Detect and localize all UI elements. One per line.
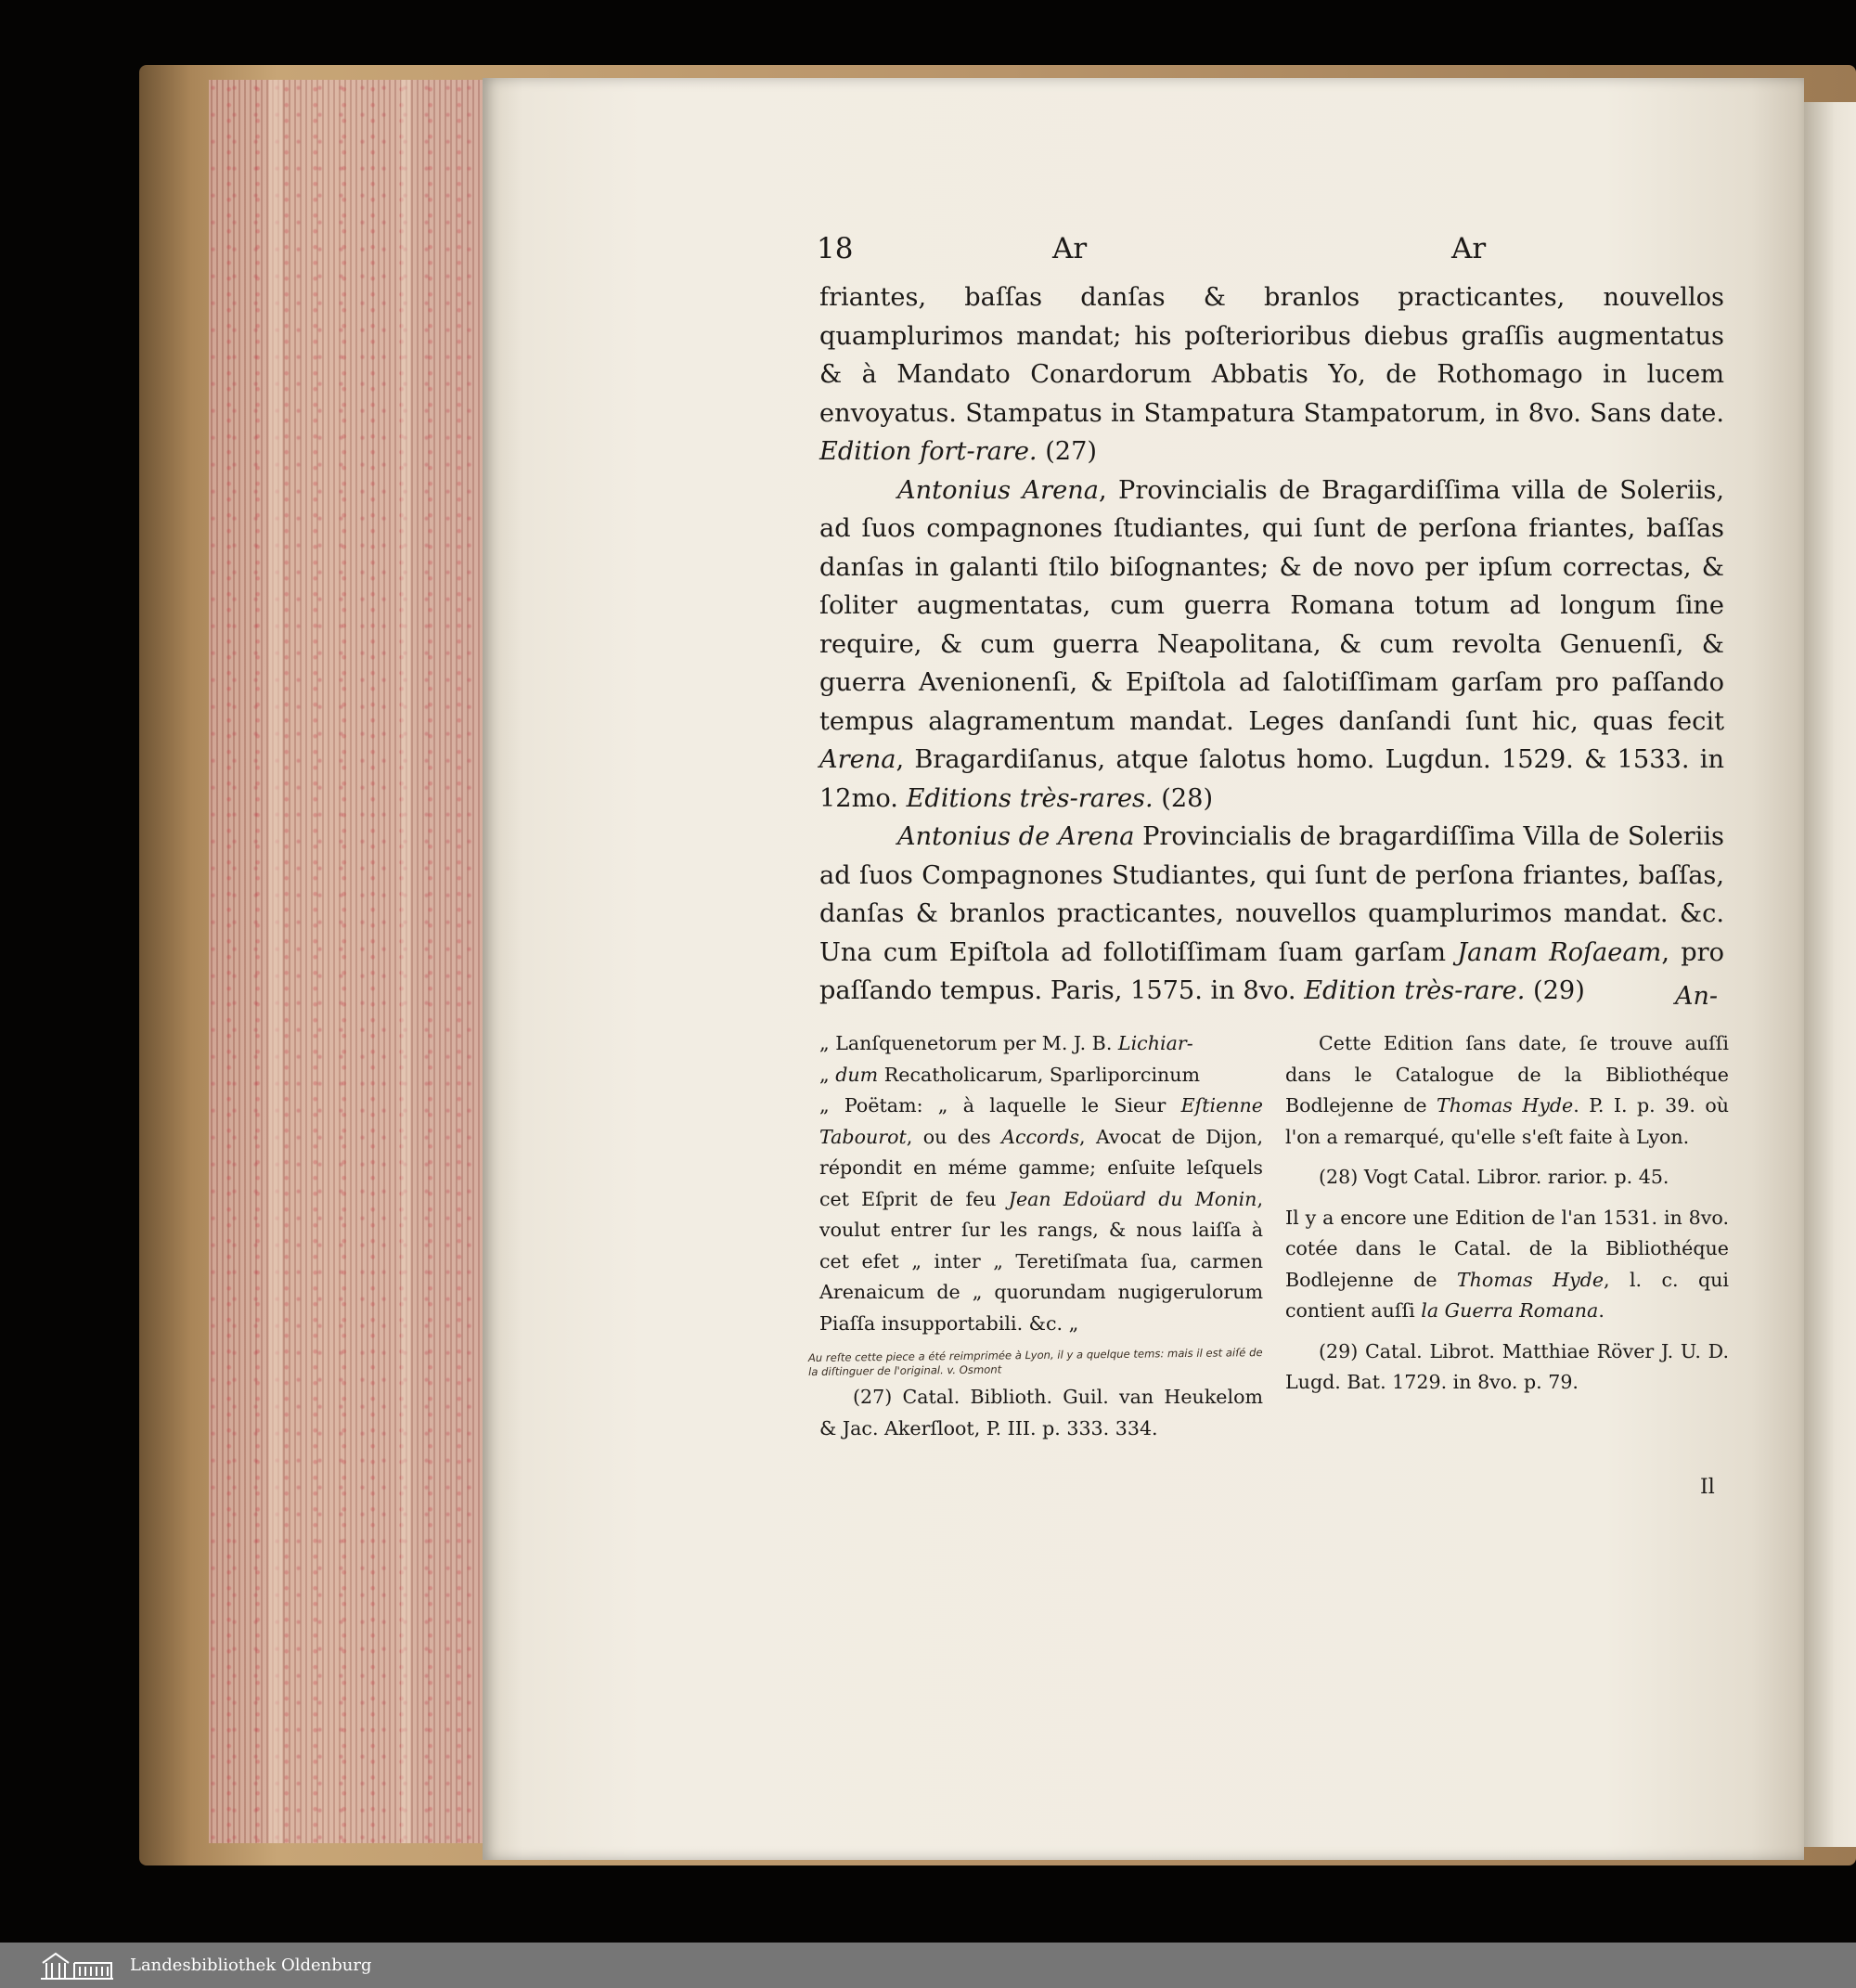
main-text [819,278,1724,1011]
running-head [817,232,1745,269]
signature-mark: Il [1700,1476,1715,1499]
footnote-quote: „ Lanſquenetorum per M. J. B. Lichiar- „ dum Recatholicarum, Sparliporcinum „ Poëtam: „ à laquelle le Sieur Eſtienne Tabourot, ou des Accords, Avocat de Dijon, répondit en méme gamme; enſuite leſquels cet Eſprit de feu Jean Edoüard du Monin, voulut entrer ſur les rangs, & nous laiſſa à cet efet „ inter „ Teretiſmata ſua, carmen Arenaicum de „ quorundam nugigerulorum Piaſſa insupportabili. &c. „ [819,1032,1263,1335]
footnote-28: (28) Vogt Catal. Libror. rarior. p. 45. [1319,1166,1669,1188]
paragraph-entry-2: Antonius Arena, Provincialis de Bragardiſſima villa de Soleriis, ad ſuos compagnones ſtudiantes, qui ſunt de perſona friantes, baſſas danſas in galanti ſtilo biſognantes; & de novo per ipſum correctas, & ſoliter augmentatas, cum guerra Romana totum ad longum ſine require, & cum guerra Neapolitana, & cum revolta Genuenſi, & guerra Avenionenſi, & Epiſtola ad ſalotiſſimam garſam pro paſſando tempus alagramentum mandat. Leges danſandi ſunt hic, quas fecit Arena, Bragardiſanus, atque ſalotus homo. Lugdun. 1529. & 1533. in 12mo. Editions très-rares. (28) [819,475,1725,813]
paragraph-entry-1: friantes, baſſas danſas & branlos practicantes, nouvellos quamplurimos mandat; his poſterioribus diebus graſſis augmentatus & à Mandato Conardorum Abbatis Yo, de Rothomago in lucem envoyatus. Stampatus in Stampatura Stampatorum, in 8vo. Sans date. Edition fort-rare. (27) [819,283,1724,466]
footnote-27: (27) Catal. Biblioth. Guil. van Heukelom & Jac. Akerſloot, P. III. p. 333. 334. [819,1386,1263,1439]
catchword: An- [1675,982,1719,1011]
footnotes-right-column [1285,1028,1729,1408]
footnote-ref-27: (27) [1037,437,1098,466]
footnotes-left-column [807,1028,1263,1453]
footnote-ref-29: (29) [1525,976,1585,1005]
facing-page-edge [1804,102,1856,1847]
running-head-left: Ar [1052,232,1088,265]
footnote-29: (29) Catal. Librot. Matthiae Röver J. U. D. Lugd. Bat. 1729. in 8vo. p. 79. [1285,1339,1729,1393]
page-number: 18 [817,232,854,265]
library-building-icon [37,1950,117,1982]
page-edge-highlight [269,80,282,1843]
page-edge-highlight [401,80,410,1843]
manuscript-annotation: Au reſte cette piece a été reimprimée à Lyon, il y a quelque tems: mais il est aiſé de la diſtinguer de l'original. v. Osmont [807,1346,1263,1378]
paragraph-entry-3: Antonius de Arena Provincialis de bragardiſſima Villa de Soleriis ad ſuos Compagnones Studiantes, qui ſunt de perſona friantes, baſſas, danſas & branlos practicantes, nouvellos quamplurimos mandat. &c. Una cum Epiſtola ad follotiſſimam ſuam garſam Janam Roſaeam, pro paſſando tempus. Paris, 1575. in 8vo. Edition très-rare. (29) [819,822,1724,1005]
footnote-28-cont: Il y a encore une Edition de l'an 1531. in 8vo. cotée dans le Catal. de la Bibliothéque Bodlejenne de Thomas Hyde, l. c. qui contient auſſi la Guerra Romana. [1285,1206,1729,1322]
footnote-cont: Cette Edition ſans date, ſe trouve auſſi dans le Catalogue de la Bibliothéque Bodlejenne de Thomas Hyde. P. I. p. 39. où l'on a remarqué, qu'elle s'eſt faite à Lyon. [1285,1032,1729,1148]
footer-bar [0,1943,1856,1988]
page-edges [209,80,487,1843]
running-head-right: Ar [1451,232,1487,265]
author-name: Antonius de Arena [897,822,1135,851]
author-name: Antonius Arena [897,475,1099,505]
footer-label: Landesbibliothek Oldenburg [130,1956,372,1975]
footnote-ref-28: (28) [1153,783,1214,813]
